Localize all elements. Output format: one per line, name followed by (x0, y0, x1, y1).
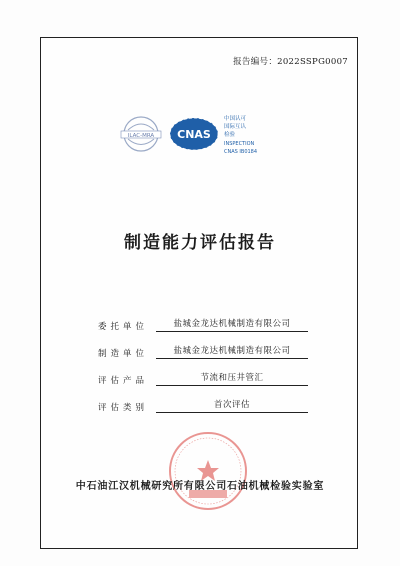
info-label: 评估类别 (98, 403, 149, 413)
info-value: 节流和压井管汇 (156, 371, 308, 386)
cnas-caption (224, 114, 257, 155)
info-row-product (98, 364, 308, 386)
info-value: 盐城金龙达机械制造有限公司 (156, 344, 308, 359)
svg-text:检验: 检验 (224, 132, 236, 138)
info-label: 委托单位 (98, 322, 149, 332)
info-label: 制造单位 (98, 349, 149, 359)
info-row-category (98, 391, 308, 413)
svg-text:INSPECTION: INSPECTION (224, 141, 255, 147)
info-row-manufacturer (98, 337, 308, 359)
cnas-text: CNAS (177, 128, 211, 141)
report-title: 制造能力评估报告 (124, 233, 276, 253)
issuing-organization: 中石油江汉机械研究所有限公司石油机械检验实验室 (75, 481, 325, 492)
accreditation-logos (116, 108, 291, 166)
svg-text:中国认可: 中国认可 (224, 116, 247, 122)
info-value: 首次评估 (156, 398, 308, 413)
ilac-mra-logo (121, 117, 161, 151)
accreditation-logos-graphic (116, 108, 291, 166)
cnas-logo (170, 118, 218, 150)
info-row-client (98, 310, 308, 332)
seal-graphic (167, 430, 249, 512)
info-label: 评估产品 (98, 376, 149, 386)
info-table (98, 310, 308, 418)
red-seal-stamp (167, 430, 249, 512)
ilac-text: ILAC-MRA (127, 133, 155, 139)
svg-text:CNAS IB0184: CNAS IB0184 (224, 149, 258, 155)
svg-text:国际互认: 国际互认 (224, 124, 247, 130)
report-number: 报告编号：2022SSPG0007 (233, 57, 348, 67)
info-value: 盐城金龙达机械制造有限公司 (156, 317, 308, 332)
